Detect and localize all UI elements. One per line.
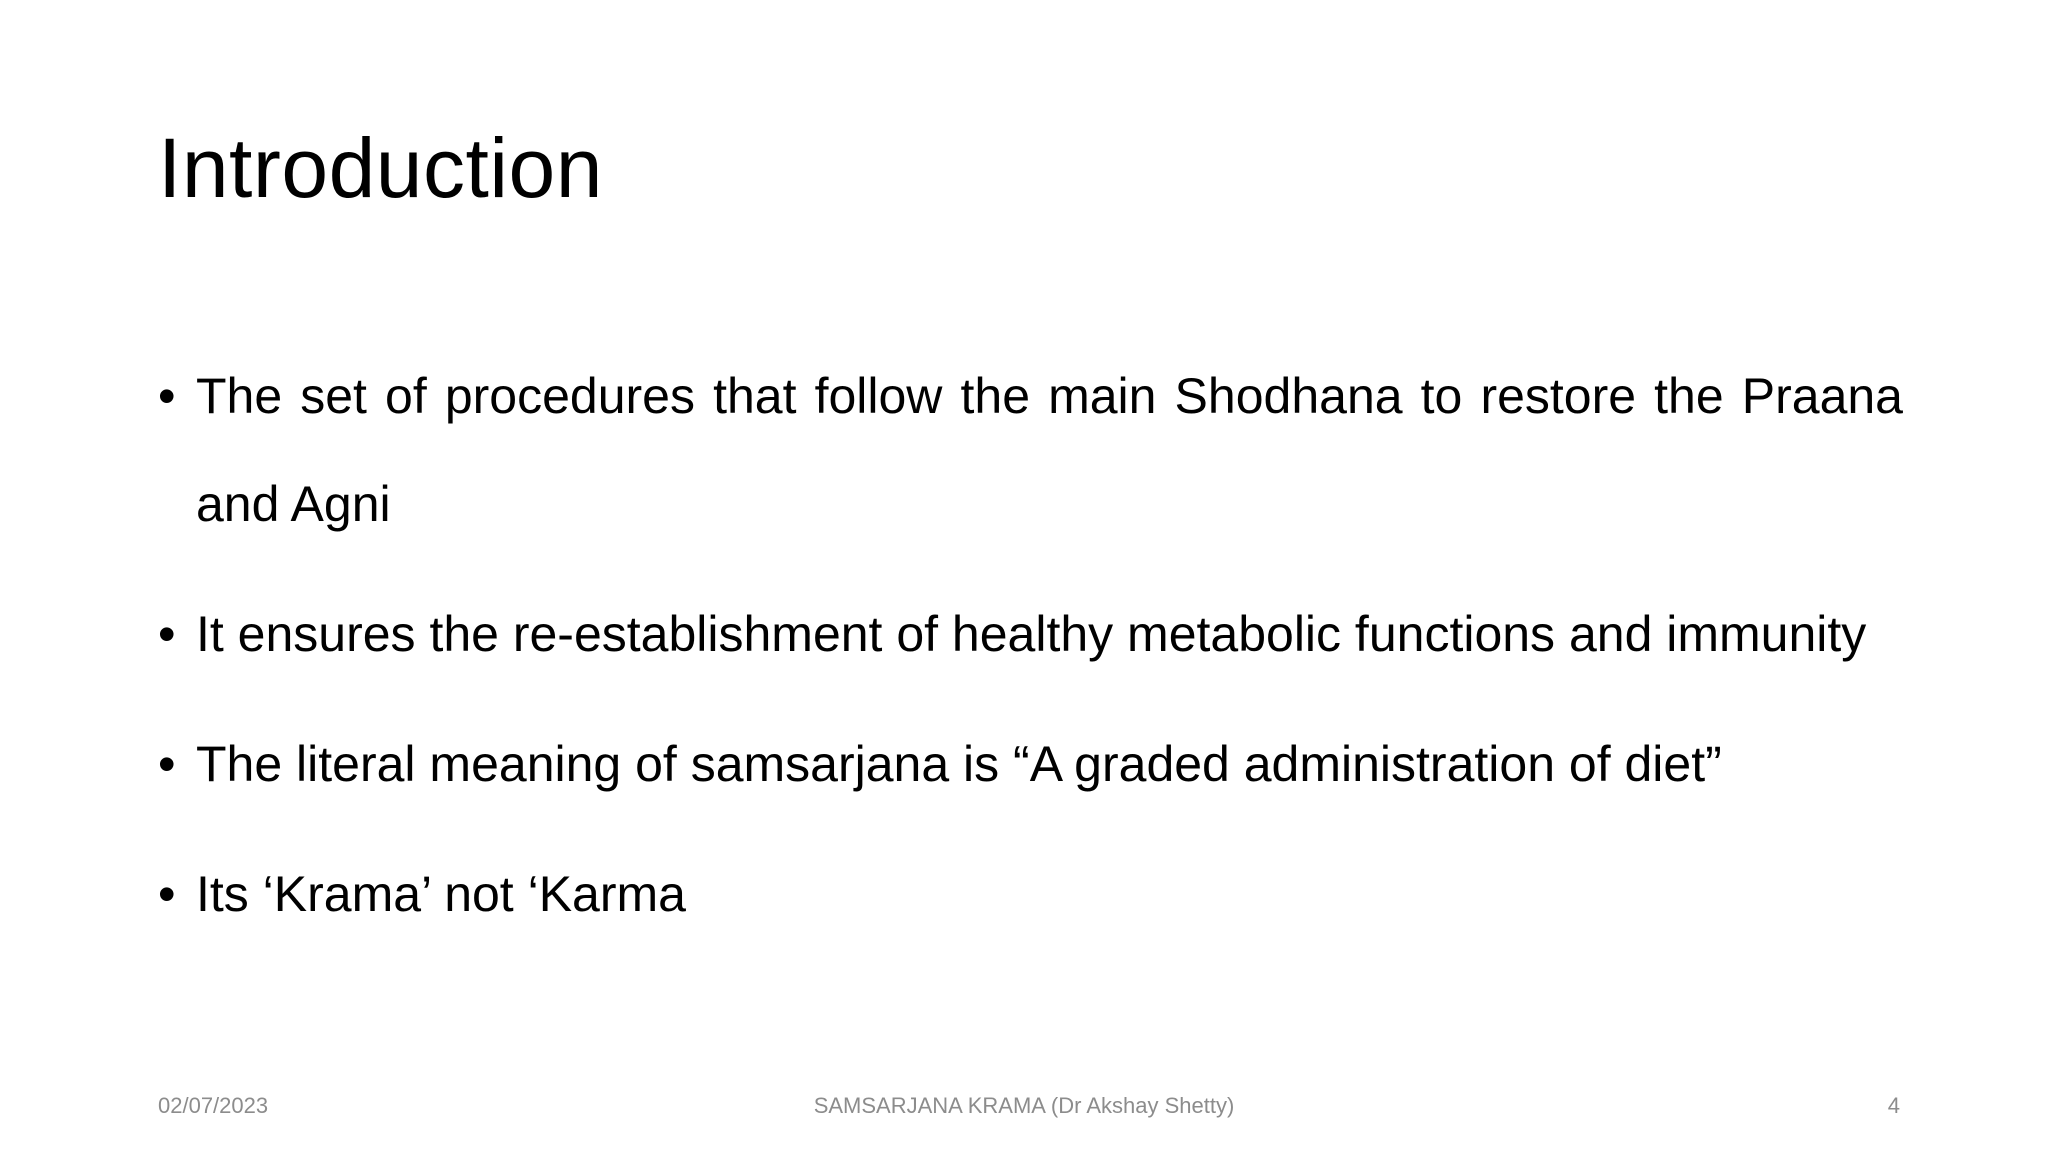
bullet-marker: • xyxy=(158,368,176,424)
slide-title: Introduction xyxy=(158,121,603,215)
bullet-item xyxy=(158,840,1903,948)
footer-date: 02/07/2023 xyxy=(158,1093,269,1118)
bullet-item xyxy=(158,342,1903,558)
bullet-text: It ensures the re-establishment of healthy metabolic functions and immunity xyxy=(196,606,1867,662)
bullet-marker: • xyxy=(158,866,176,922)
bullet-list xyxy=(158,342,1903,948)
footer-title: SAMSARJANA KRAMA (Dr Akshay Shetty) xyxy=(813,1093,1235,1118)
page-number: 4 xyxy=(1887,1093,1900,1118)
bullet-marker: • xyxy=(158,606,176,662)
bullet-item xyxy=(158,710,1903,818)
bullet-text: Its ‘Krama’ not ‘Karma xyxy=(196,866,686,922)
bullet-item xyxy=(158,580,1903,688)
bullet-text: The set of procedures that follow the main Shodhana to restore the Praana and Agni xyxy=(196,368,1903,532)
bullet-text: The literal meaning of samsarjana is “A graded administration of diet” xyxy=(196,736,1722,792)
bullet-marker: • xyxy=(158,736,176,792)
